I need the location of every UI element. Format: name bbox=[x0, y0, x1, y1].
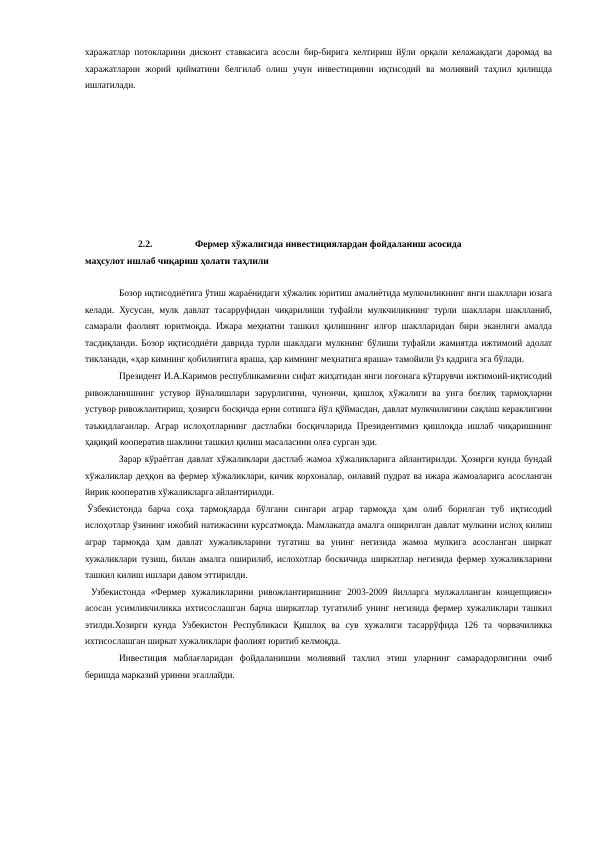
paragraph-5: Узбекистонда «Фермер хужаликларини ривожлантиришнинг 2003-2009 йилларга мулжалланган концепцияси» асосан усимликчиликка ихтисослашган барча ширкатлар тугатилиб унинг негизида фермер хужаликлари ташкил этилди.Хозирги кунда Узбекистон Республикаси Қишлоқ ва сув хужалиги тасаррўфида 126 та чорвачиликка ихтисослашган ширкат хужаликлари фаолият юритиб келмоқда. bbox=[85, 587, 552, 648]
paragraph-4: Ўзбекистонда барча соҳа тармоқларда бўлгани сингари аграр тармоқда ҳам олиб борилган туб иқтисодий ислоҳотлар ўзининг ижобий натижасини курсатмоқда. Мамлакатда амалга оширилган давлат мулкини ислоҳ килиш аграр тармоқда ҳам давлат хужаликларини тугатиш ва унинг негизида жамоа мулкига асосланган ширкат хужаликлари тузиш, билан амалга оширилиб, ислохотлар боскичида ширкатлар негизида фермер хужаликларини ташкил килиш ишлари давом эттирилди. bbox=[85, 504, 552, 582]
paragraph-6: Инвестиция маблағларидан фойдаланишни молиявий тахлил этиш уларнинг самарадорлигини очиб беришда марказий уринни эгаллайди. bbox=[85, 654, 552, 681]
section-heading bbox=[85, 236, 552, 270]
paragraph-1: Бозор иқтисодиётига ўтиш жараёнидаги хўжалик юритиш амалиётида мулкчиликнинг янги шакллари юзага келади. Хусусан, мулк давлат тасарруфидан чиқарилиши туфайли мулкчиликнинг турли шакллари шаклланиб, самарали фаолият юритмоқда. Ижара меҳнатни ташкил қилишнинг илғор шаклларидан бири эканлиги амалда тасдиқланди. Бозор иқтисодиёти даврида турли шаклдаги мулкнинг бўлиши туфайли жамиятда ижтимоий адолат тикланади, «ҳар кимнинг қобилиятига яраша, ҳар кимнинг меҳнатига яраша» тамойили ўз қадрига эга бўлади. bbox=[85, 289, 552, 366]
section-title-line2: маҳсулот ишлаб чиқариш ҳолати таҳлили bbox=[85, 256, 269, 267]
top-paragraph-block bbox=[85, 45, 552, 95]
section-title-line1: Фермер хўжалигида инвестициялардан фойдаланиш асосида bbox=[195, 239, 462, 250]
body-text bbox=[85, 286, 552, 684]
top-paragraph: харажатлар потокларини дисконт ставкасига асосли бир-бирига келтириш йўли орқали келажакдаги даромад ва харажатларни жорий қийматини белгилаб олиш учун инвестицияни иқтисодий ва молиявий таҳлил қилишда ишлатилади. bbox=[85, 48, 552, 92]
paragraph-3: Зарар кўраётган давлат хўжаликлари дастлаб жамоа хўжаликларига айлантирилди. Ҳозирги кунда бундай хўжаликлар деҳқон ва фермер хўжаликлари, кичик корхоналар, оилавий пудрат ва ижара жамоаларига асосланган йирик кооператив хўжаликларга айлантирилди. bbox=[85, 454, 552, 499]
section-number: 2.2. bbox=[138, 239, 153, 250]
paragraph-2: Президент И.А.Каримов республикамизни сифат жиҳатидан янги поғонага кўтарувчи ижтимоий-иқтисодий ривожланишнинг устувор йўналишлари зарурлигини, чунончи, қишлоқ хўжалиги ва унга боғлиқ тармоқларни устувор ривожлантириш, ҳозирги босқичда ерни сотишга йўл қўймасдан, давлат мулкчилигини сақлаш кераклигини таъкидлаганлар. Аграр ислоҳотларнинг дастлабки босқичларида Президентимиз қишлоқда ишлаб чиқаришнинг ҳақиқий кооператив шаклини ташкил қилиш масаласини олға сурган эди. bbox=[85, 371, 552, 449]
